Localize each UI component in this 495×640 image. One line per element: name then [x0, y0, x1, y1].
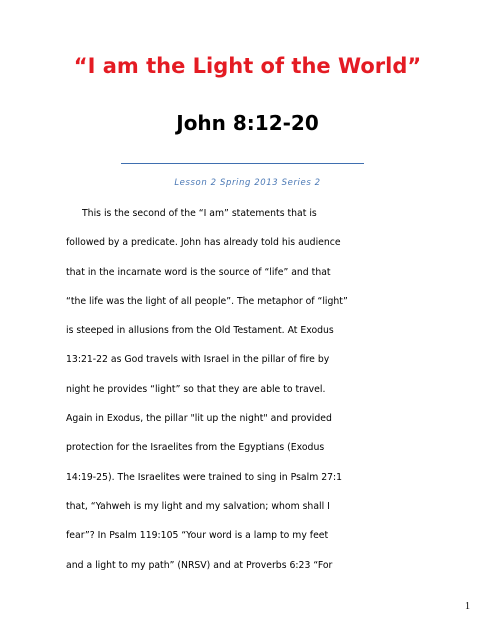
page-number: 1 [465, 601, 470, 612]
body-line: that, “Yahweh is my light and my salvation; whom shall I [66, 500, 330, 512]
body-line: and a light to my path” (NRSV) and at Proverbs 6:23 “For [66, 559, 333, 571]
scripture-reference: John 8:12-20 [176, 111, 319, 135]
body-line: followed by a predicate. John has already told his audience [66, 237, 341, 249]
document-title: “I am the Light of the World” [73, 54, 422, 78]
divider-rule [121, 163, 364, 164]
body-line: 14:19-25). The Israelites were trained to sing in Psalm 27:1 [66, 471, 343, 483]
series-label: Lesson 2 Spring 2013 Series 2 [174, 178, 321, 188]
body-line: protection for the Israelites from the Egyptians (Exodus [66, 442, 325, 454]
body-line: fear”? In Psalm 119:105 “Your word is a lamp to my feet [66, 530, 329, 542]
body-line: This is the second of the “I am” statements that is [82, 208, 317, 219]
body-line: that in the incarnate word is the source of “life” and that [66, 266, 331, 278]
body-line: night he provides “light” so that they are able to travel. [66, 383, 326, 395]
body-line: Again in Exodus, the pillar "lit up the night" and provided [66, 413, 332, 425]
body-paragraph [66, 199, 446, 580]
body-line: “the life was the light of all people”. The metaphor of “light” [66, 295, 348, 307]
body-line: is steeped in allusions from the Old Testament. At Exodus [66, 325, 334, 337]
body-line: 13:21-22 as God travels with Israel in the pillar of fire by [66, 354, 330, 366]
